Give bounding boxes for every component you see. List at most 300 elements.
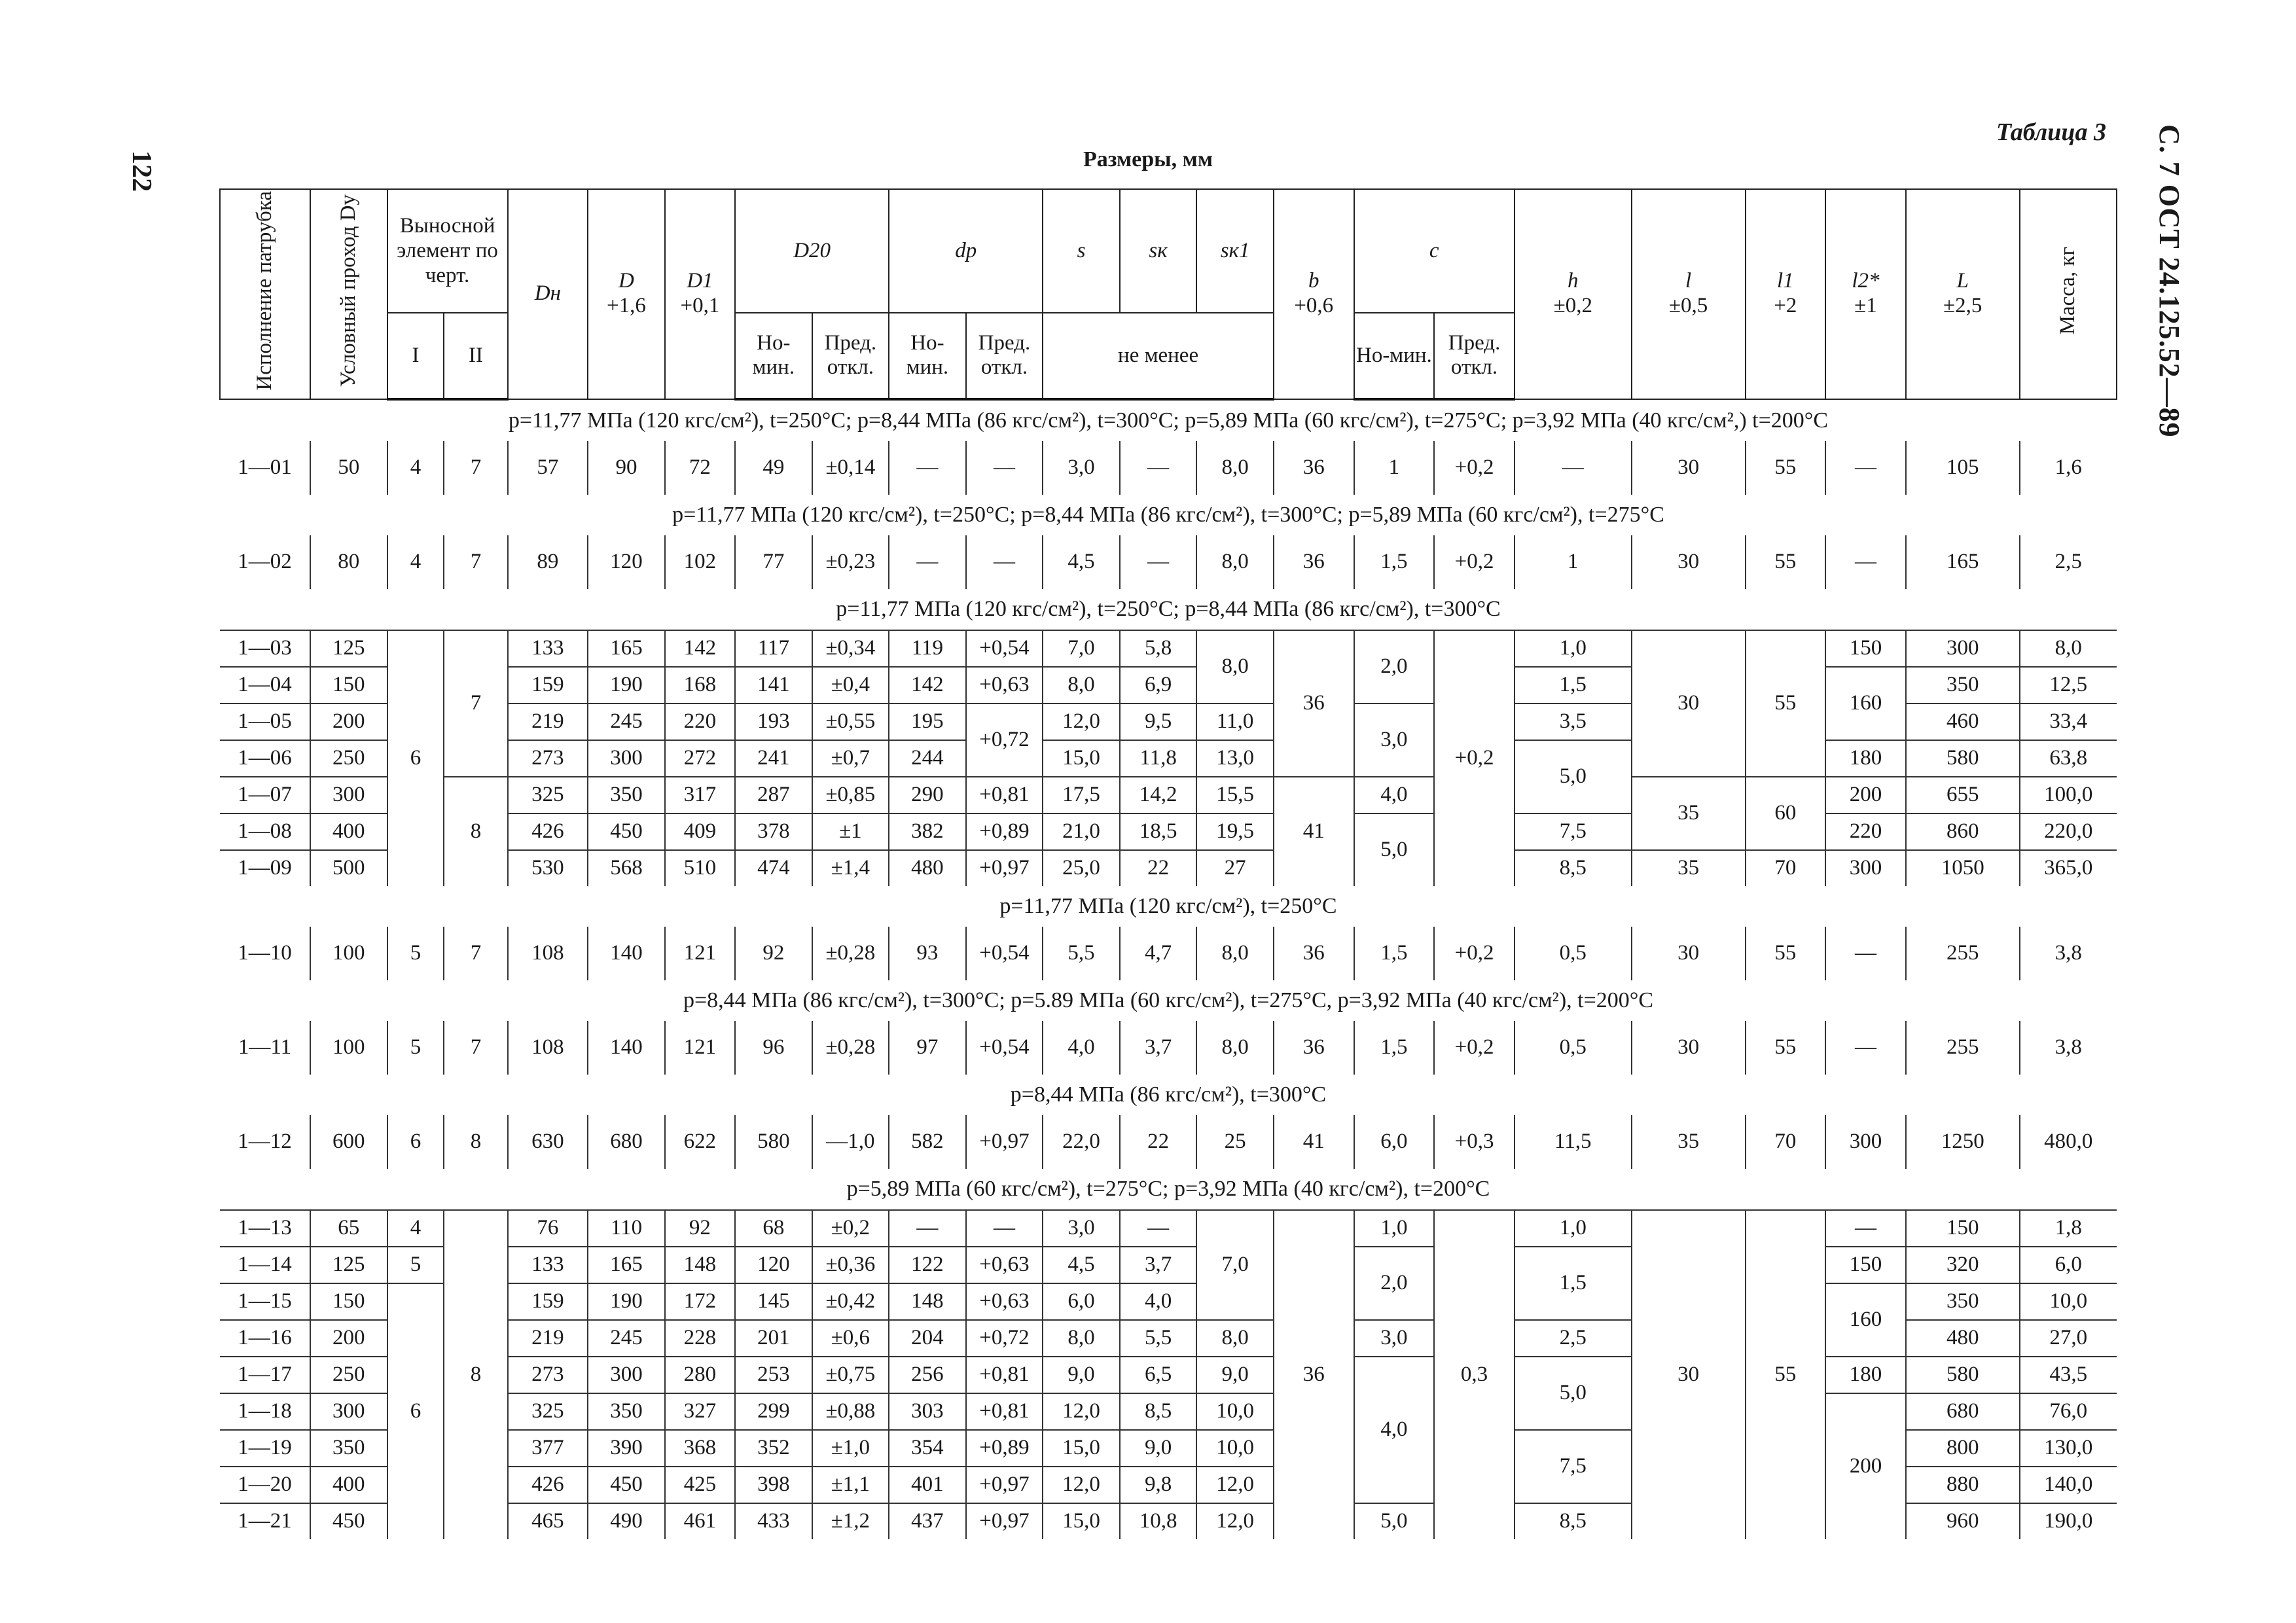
table-cell: 108 — [508, 927, 588, 980]
table-cell: 165 — [588, 630, 665, 667]
table-cell: 159 — [508, 1283, 588, 1320]
table-cell: 6 — [387, 1283, 444, 1539]
table-cell: 180 — [1825, 1357, 1906, 1393]
table-cell: +0,81 — [966, 777, 1043, 813]
table-cell: 228 — [665, 1320, 735, 1357]
table-cell: 159 — [508, 667, 588, 704]
mass-header: Масса, кг — [2020, 189, 2117, 399]
table-cell: 1 — [1354, 441, 1435, 495]
table-cell: — — [1120, 1210, 1197, 1247]
table-cell: 172 — [665, 1283, 735, 1320]
table-cell: 8,0 — [1043, 1320, 1120, 1357]
table-cell: 9,8 — [1120, 1467, 1197, 1503]
table-cell: 5,0 — [1354, 1503, 1435, 1539]
table-cell: 568 — [588, 850, 665, 886]
condition-text: p=11,77 МПа (120 кгс/см²), t=250°C; p=8,44 МПа (86 кгс/см²), t=300°C; p=5,89 МПа (60 кгс/см²), t=275°C — [672, 502, 1664, 527]
table-row — [220, 1115, 2117, 1169]
table-cell: 15,0 — [1043, 740, 1120, 777]
c-nom-header: Но-мин. — [1354, 313, 1435, 399]
table-cell: 4,0 — [1354, 777, 1435, 813]
table-label: Таблица 3 — [1996, 118, 2106, 146]
condition-text: p=11,77 МПа (120 кгс/см²), t=250°C — [999, 893, 1337, 918]
table-cell: 510 — [665, 850, 735, 886]
table-cell: 2,0 — [1354, 630, 1435, 704]
table-cell: 35 — [1632, 850, 1746, 886]
table-cell: 3,0 — [1354, 704, 1435, 777]
table-row — [220, 535, 2117, 589]
table-cell: 27,0 — [2020, 1320, 2117, 1357]
row-id: 1—11 — [220, 1021, 310, 1075]
table-cell: 70 — [1746, 1115, 1826, 1169]
table-cell: +0,2 — [1434, 535, 1515, 589]
table-cell: 300 — [310, 1393, 387, 1430]
table-cell: 200 — [1825, 777, 1906, 813]
table-cell: 180 — [1825, 740, 1906, 777]
table-cell: ±1,2 — [812, 1503, 889, 1539]
table-cell: 6,9 — [1120, 667, 1197, 704]
table-cell: 860 — [1906, 813, 2020, 850]
table-cell: 5,0 — [1515, 1357, 1632, 1430]
table-cell: 204 — [889, 1320, 966, 1357]
table-cell: 245 — [588, 1320, 665, 1357]
table-cell: 4,0 — [1120, 1283, 1197, 1320]
table-cell: ±0,28 — [812, 1021, 889, 1075]
nominal-pass-header: Условный проход Dy — [310, 189, 387, 399]
table-cell: 25,0 — [1043, 850, 1120, 886]
table-cell: 125 — [310, 630, 387, 667]
table-cell: 12,0 — [1043, 1467, 1120, 1503]
table-cell: 1,5 — [1354, 1021, 1435, 1075]
table-cell: 303 — [889, 1393, 966, 1430]
table-cell: 22 — [1120, 850, 1197, 886]
table-cell: — — [1825, 1210, 1906, 1247]
table-cell: 6 — [387, 630, 444, 886]
table-cell: 5,0 — [1515, 740, 1632, 813]
table-cell: 256 — [889, 1357, 966, 1393]
table-cell: 3,8 — [2020, 1021, 2117, 1075]
table-cell: 8,0 — [1043, 667, 1120, 704]
table-cell: 7,0 — [1196, 1210, 1274, 1320]
table-cell: +0,97 — [966, 1503, 1043, 1539]
dp-dev-header: Пред. откл. — [966, 313, 1043, 399]
table-cell: 3,0 — [1354, 1320, 1435, 1357]
table-cell: +0,54 — [966, 927, 1043, 980]
table-cell: 299 — [735, 1393, 812, 1430]
table-cell: 398 — [735, 1467, 812, 1503]
table-cell: 150 — [310, 1283, 387, 1320]
table-cell: 1—17 — [220, 1357, 310, 1393]
table-cell: 250 — [310, 740, 387, 777]
table-cell: 7 — [444, 927, 507, 980]
table-cell: 1250 — [1906, 1115, 2020, 1169]
table-cell: 1—05 — [220, 704, 310, 740]
table-cell: 1—21 — [220, 1503, 310, 1539]
s-header: s — [1043, 189, 1120, 313]
table-cell: 15,0 — [1043, 1503, 1120, 1539]
table-cell: 8,0 — [1196, 630, 1274, 704]
table-cell: 8,0 — [2020, 630, 2117, 667]
table-cell: 97 — [889, 1021, 966, 1075]
table-cell: 195 — [889, 704, 966, 740]
table-cell: 12,0 — [1043, 704, 1120, 740]
table-cell: 41 — [1274, 777, 1354, 886]
table-cell: 96 — [735, 1021, 812, 1075]
remote-element-header: Выносной элемент по черт. — [387, 189, 508, 313]
dn-header: Dн — [508, 189, 588, 399]
table-cell: 110 — [588, 1210, 665, 1247]
table-cell: 9,0 — [1120, 1430, 1197, 1467]
table-cell: 273 — [508, 740, 588, 777]
table-cell: 13,0 — [1196, 740, 1274, 777]
table-cell: 255 — [1906, 927, 2020, 980]
table-cell: 150 — [1825, 630, 1906, 667]
re-II-header: II — [444, 313, 507, 399]
table-cell: — — [889, 441, 966, 495]
table-cell: 21,0 — [1043, 813, 1120, 850]
condition-text: p=11,77 МПа (120 кгс/см²), t=250°C; p=8,44 МПа (86 кгс/см²), t=300°C; p=5,89 МПа (60 кгс/см²), t=275°C; p=3,92 МПа (40 кгс/см²,) t=200°C — [508, 408, 1829, 433]
table-cell: 6,0 — [2020, 1247, 2117, 1283]
table-cell: 680 — [588, 1115, 665, 1169]
table-cell: —1,0 — [812, 1115, 889, 1169]
table-cell: 140 — [588, 1021, 665, 1075]
table-cell: 1,5 — [1515, 1247, 1632, 1320]
table-cell: 19,5 — [1196, 813, 1274, 850]
table-cell: +0,2 — [1434, 927, 1515, 980]
table-cell: 148 — [665, 1247, 735, 1283]
table-cell: 105 — [1906, 441, 2020, 495]
table-cell: 1—13 — [220, 1210, 310, 1247]
table-cell: 220 — [665, 704, 735, 740]
execution-header: Исполнение патрубка — [220, 189, 310, 399]
table-cell: 4,5 — [1043, 1247, 1120, 1283]
table-cell: 8,0 — [1196, 535, 1274, 589]
table-cell: 102 — [665, 535, 735, 589]
table-cell: +0,72 — [966, 1320, 1043, 1357]
table-cell: 1—09 — [220, 850, 310, 886]
table-cell: — — [966, 441, 1043, 495]
table-cell: 76,0 — [2020, 1393, 2117, 1430]
row-id: 1—01 — [220, 441, 310, 495]
table-cell: 43,5 — [2020, 1357, 2117, 1393]
table-cell: 3,8 — [2020, 927, 2117, 980]
document-reference: С. 7 ОСТ 24.125.52—89 — [2153, 124, 2185, 438]
table-cell: 150 — [1825, 1247, 1906, 1283]
table-cell: 22,0 — [1043, 1115, 1120, 1169]
table-cell: 450 — [588, 1467, 665, 1503]
table-cell: 11,0 — [1196, 704, 1274, 740]
table-cell: 1,0 — [1354, 1210, 1435, 1247]
table-cell: 1—04 — [220, 667, 310, 704]
table-cell: 150 — [1906, 1210, 2020, 1247]
table-cell: 4 — [387, 441, 444, 495]
table-cell: 92 — [665, 1210, 735, 1247]
table-cell: 25 — [1196, 1115, 1274, 1169]
table-cell: 6 — [387, 1115, 444, 1169]
table-cell: 1050 — [1906, 850, 2020, 886]
d20-nom-header: Но-мин. — [735, 313, 812, 399]
table-cell: 1,6 — [2020, 441, 2117, 495]
table-cell: 350 — [1906, 667, 2020, 704]
table-cell: 1—14 — [220, 1247, 310, 1283]
table-cell: 55 — [1746, 630, 1826, 777]
table-cell: 190 — [588, 1283, 665, 1320]
table-cell: 1—03 — [220, 630, 310, 667]
d-header: D +1,6 — [588, 189, 665, 399]
table-cell: — — [1825, 535, 1906, 589]
table-cell: 500 — [310, 850, 387, 886]
table-cell: 122 — [889, 1247, 966, 1283]
table-cell: +0,63 — [966, 667, 1043, 704]
table-cell: 655 — [1906, 777, 2020, 813]
table-cell: 1,0 — [1515, 630, 1632, 667]
table-cell: 433 — [735, 1503, 812, 1539]
table-cell: 133 — [508, 630, 588, 667]
table-cell: ±1,4 — [812, 850, 889, 886]
table-cell: 1,5 — [1354, 535, 1435, 589]
table-row — [220, 1021, 2117, 1075]
table-cell: 35 — [1632, 1115, 1746, 1169]
table-cell: 5,8 — [1120, 630, 1197, 667]
table-cell: 1—07 — [220, 777, 310, 813]
table-row — [220, 630, 2117, 667]
table-cell: ±0,6 — [812, 1320, 889, 1357]
table-cell: 12,0 — [1196, 1467, 1274, 1503]
table-cell: +0,97 — [966, 850, 1043, 886]
sk1-header: sк1 — [1196, 189, 1274, 313]
table-cell: 92 — [735, 927, 812, 980]
table-cell: — — [1825, 441, 1906, 495]
table-cell: 1,5 — [1515, 667, 1632, 704]
table-cell: 1,5 — [1354, 927, 1435, 980]
table-cell: 72 — [665, 441, 735, 495]
table-cell: 89 — [508, 535, 588, 589]
table-cell: 580 — [1906, 1357, 2020, 1393]
table-cell: +0,97 — [966, 1115, 1043, 1169]
table-cell: +0,89 — [966, 813, 1043, 850]
table-cell: +0,2 — [1434, 1021, 1515, 1075]
table-cell: ±0,85 — [812, 777, 889, 813]
table-cell: 300 — [1825, 1115, 1906, 1169]
table-cell: 272 — [665, 740, 735, 777]
table-cell: 30 — [1632, 1021, 1746, 1075]
table-cell: ±0,42 — [812, 1283, 889, 1320]
table-cell: 10,0 — [1196, 1393, 1274, 1430]
table-row — [220, 927, 2117, 980]
table-cell: 5 — [387, 1247, 444, 1283]
row-id: 1—10 — [220, 927, 310, 980]
table-cell: 55 — [1746, 1021, 1826, 1075]
table-cell: 27 — [1196, 850, 1274, 886]
table-cell: 0,3 — [1434, 1210, 1515, 1539]
table-cell: 0,5 — [1515, 927, 1632, 980]
table-cell: 77 — [735, 535, 812, 589]
table-cell: 9,0 — [1043, 1357, 1120, 1393]
table-cell: 1—06 — [220, 740, 310, 777]
table-cell: 36 — [1274, 441, 1354, 495]
dimensions-table — [219, 188, 2117, 1539]
table-cell: 30 — [1632, 1210, 1746, 1539]
table-cell: 3,7 — [1120, 1247, 1197, 1283]
table-cell: 426 — [508, 1467, 588, 1503]
table-cell: 190,0 — [2020, 1503, 2117, 1539]
table-cell: 5,0 — [1354, 813, 1435, 886]
table-cell: 680 — [1906, 1393, 2020, 1430]
table-cell: 1—20 — [220, 1467, 310, 1503]
sk-header: sк — [1120, 189, 1197, 313]
table-cell: ±1,1 — [812, 1467, 889, 1503]
table-cell: 290 — [889, 777, 966, 813]
table-cell: 7,5 — [1515, 813, 1632, 850]
table-cell: 219 — [508, 704, 588, 740]
table-cell: 9,5 — [1120, 704, 1197, 740]
table-cell: 11,8 — [1120, 740, 1197, 777]
table-cell: — — [889, 1210, 966, 1247]
table-cell: 141 — [735, 667, 812, 704]
table-cell: 582 — [889, 1115, 966, 1169]
table-cell: 12,5 — [2020, 667, 2117, 704]
table-cell: — — [966, 535, 1043, 589]
table-cell: 57 — [508, 441, 588, 495]
table-cell: 33,4 — [2020, 704, 2117, 740]
table-cell: 4,0 — [1043, 1021, 1120, 1075]
row-id: 1—02 — [220, 535, 310, 589]
table-cell: 1 — [1515, 535, 1632, 589]
table-cell: 461 — [665, 1503, 735, 1539]
l2-header: l2* ±1 — [1825, 189, 1906, 399]
table-cell: 76 — [508, 1210, 588, 1247]
table-cell: 409 — [665, 813, 735, 850]
table-cell: ±0,4 — [812, 667, 889, 704]
table-cell: 55 — [1746, 535, 1826, 589]
table-cell: 36 — [1274, 1021, 1354, 1075]
dp-nom-header: Но-мин. — [889, 313, 966, 399]
table-cell: 2,0 — [1354, 1247, 1435, 1320]
table-cell: 4,0 — [1354, 1357, 1435, 1503]
table-cell: 300 — [310, 777, 387, 813]
table-cell: 108 — [508, 1021, 588, 1075]
table-cell: 4,5 — [1043, 535, 1120, 589]
not-less-header: не менее — [1043, 313, 1274, 399]
table-cell: 352 — [735, 1430, 812, 1467]
table-cell: 400 — [310, 813, 387, 850]
table-cell: 55 — [1746, 1210, 1826, 1539]
page-number: 122 — [126, 151, 156, 192]
table-cell: 30 — [1632, 535, 1746, 589]
table-cell: 350 — [1906, 1283, 2020, 1320]
table-cell: 165 — [588, 1247, 665, 1283]
table-cell: ±0,28 — [812, 927, 889, 980]
table-cell: +0,2 — [1434, 441, 1515, 495]
table-cell: 474 — [735, 850, 812, 886]
table-cell: 245 — [588, 704, 665, 740]
table-cell: — — [1825, 1021, 1906, 1075]
table-cell: 300 — [1825, 850, 1906, 886]
table-cell: 10,8 — [1120, 1503, 1197, 1539]
table-cell: +0,81 — [966, 1357, 1043, 1393]
d1-header: D1 +0,1 — [665, 189, 735, 399]
table-cell: 401 — [889, 1467, 966, 1503]
table-cell: 800 — [1906, 1430, 2020, 1467]
table-cell: 90 — [588, 441, 665, 495]
table-cell: — — [1515, 441, 1632, 495]
condition-row — [220, 495, 2117, 535]
table-cell: — — [966, 1210, 1043, 1247]
table-cell: 7,5 — [1515, 1430, 1632, 1503]
table-cell: 50 — [310, 441, 387, 495]
table-cell: ±1 — [812, 813, 889, 850]
table-cell: 150 — [310, 667, 387, 704]
table-cell: 148 — [889, 1283, 966, 1320]
condition-text: p=5,89 МПа (60 кгс/см²), t=275°C; p=3,92 МПа (40 кгс/см²), t=200°C — [846, 1176, 1490, 1201]
table-cell: 377 — [508, 1430, 588, 1467]
l1-header: l1 +2 — [1746, 189, 1826, 399]
table-cell: 93 — [889, 927, 966, 980]
table-cell: +0,63 — [966, 1283, 1043, 1320]
table-cell: 580 — [735, 1115, 812, 1169]
table-cell: 354 — [889, 1430, 966, 1467]
table-cell: 320 — [1906, 1247, 2020, 1283]
table-cell: 300 — [1906, 630, 2020, 667]
table-cell: 41 — [1274, 1115, 1354, 1169]
table-cell: ±0,75 — [812, 1357, 889, 1393]
table-cell: — — [889, 535, 966, 589]
table-cell: 250 — [310, 1357, 387, 1393]
table-cell: 390 — [588, 1430, 665, 1467]
table-cell: 1—15 — [220, 1283, 310, 1320]
table-cell: 1,8 — [2020, 1210, 2117, 1247]
h-header: h ±0,2 — [1515, 189, 1632, 399]
condition-row — [220, 1075, 2117, 1115]
row-id: 1—12 — [220, 1115, 310, 1169]
table-cell: ±0,55 — [812, 704, 889, 740]
table-cell: ±0,7 — [812, 740, 889, 777]
table-cell: 580 — [1906, 740, 2020, 777]
table-cell: 273 — [508, 1357, 588, 1393]
table-cell: 100 — [310, 927, 387, 980]
table-cell: 168 — [665, 667, 735, 704]
table-cell: 8,0 — [1196, 441, 1274, 495]
table-cell: 36 — [1274, 1210, 1354, 1539]
table-cell: 7 — [444, 441, 507, 495]
table-row — [220, 441, 2117, 495]
table-cell: 10,0 — [1196, 1430, 1274, 1467]
table-cell: 140 — [588, 927, 665, 980]
table-cell: 8 — [444, 1210, 507, 1539]
table-cell: 60 — [1746, 777, 1826, 850]
table-cell: 460 — [1906, 704, 2020, 740]
L-header: L ±2,5 — [1906, 189, 2020, 399]
table-cell: 17,5 — [1043, 777, 1120, 813]
table-cell: 3,0 — [1043, 1210, 1120, 1247]
table-cell: 426 — [508, 813, 588, 850]
table-cell: 8,0 — [1196, 1320, 1274, 1357]
table-cell: +0,63 — [966, 1247, 1043, 1283]
units-caption: Размеры, мм — [1083, 147, 1213, 171]
table-cell: 219 — [508, 1320, 588, 1357]
table-cell: 36 — [1274, 927, 1354, 980]
table-cell: 5,5 — [1120, 1320, 1197, 1357]
table-cell: +0,72 — [966, 704, 1043, 777]
table-cell: 55 — [1746, 441, 1826, 495]
table-cell: 8,0 — [1196, 1021, 1274, 1075]
table-cell: 80 — [310, 535, 387, 589]
table-cell: 480 — [1906, 1320, 2020, 1357]
condition-row — [220, 399, 2117, 441]
table-cell: 193 — [735, 704, 812, 740]
table-row — [220, 777, 2117, 813]
b-header: b +0,6 — [1274, 189, 1354, 399]
table-cell: ±0,2 — [812, 1210, 889, 1247]
